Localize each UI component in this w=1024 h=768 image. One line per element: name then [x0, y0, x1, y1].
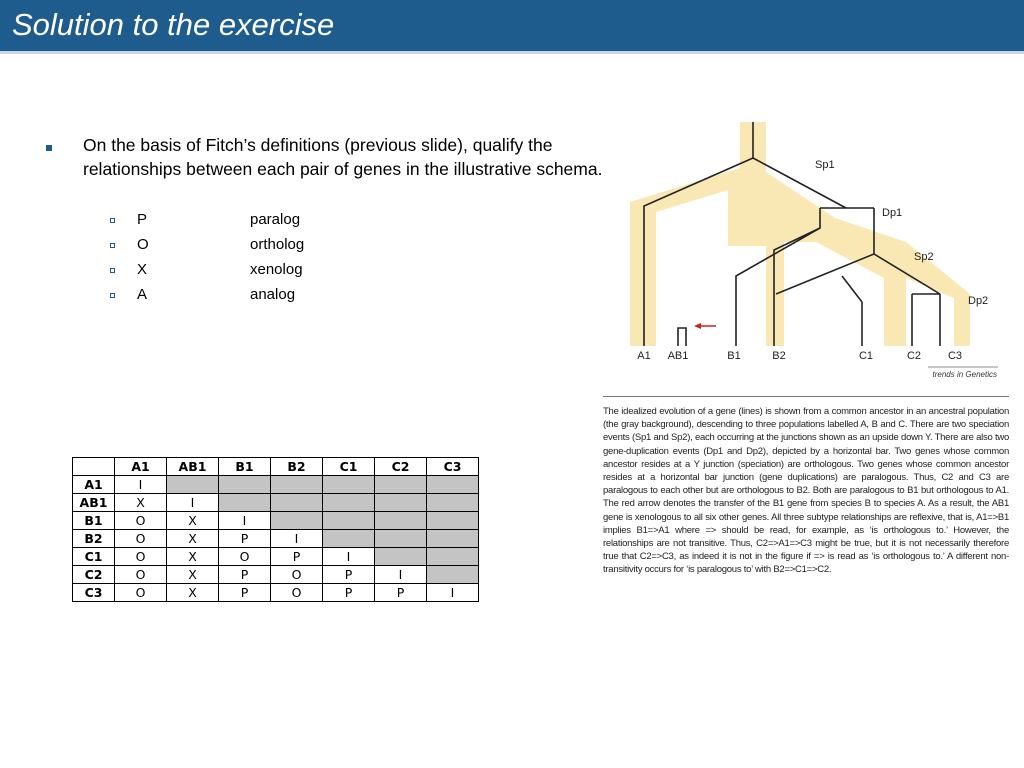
relation-cell: P [219, 584, 271, 602]
intro-text: On the basis of Fitch’s definitions (previous slide), qualify the relationships between each pair of genes in the illustrative schema. [83, 135, 603, 179]
relation-cell: P [375, 584, 427, 602]
label-sp1: Sp1 [815, 159, 835, 171]
relation-cell: I [115, 476, 167, 494]
empty-shaded-cell [323, 476, 375, 494]
relation-cell: O [115, 584, 167, 602]
empty-shaded-cell [427, 548, 479, 566]
hollow-square-bullet-icon [110, 293, 115, 298]
legend-term: analog [250, 286, 296, 303]
leaf-label-c2: C2 [906, 350, 922, 362]
table-row [73, 512, 479, 530]
table-row [73, 548, 479, 566]
row-header: AB1 [73, 494, 115, 512]
relation-cell: P [323, 566, 375, 584]
relationship-table [72, 457, 479, 602]
empty-shaded-cell [323, 530, 375, 548]
hollow-square-bullet-icon [110, 243, 115, 248]
figure-source: trends in Genetics [932, 370, 997, 379]
empty-shaded-cell [167, 476, 219, 494]
relation-cell: X [167, 548, 219, 566]
table-body [73, 476, 479, 602]
legend-letter: A [137, 286, 148, 303]
relation-cell: I [167, 494, 219, 512]
relation-cell: P [323, 584, 375, 602]
column-header: C3 [427, 458, 479, 476]
leaf-label-a1: A1 [637, 350, 651, 362]
empty-shaded-cell [427, 530, 479, 548]
relation-cell: O [271, 584, 323, 602]
leaf-label-b2: B2 [772, 350, 786, 362]
relation-cell: O [115, 512, 167, 530]
empty-shaded-cell [375, 530, 427, 548]
transfer-arrow [694, 323, 716, 329]
empty-shaded-cell [427, 476, 479, 494]
empty-shaded-cell [323, 512, 375, 530]
empty-shaded-cell [375, 512, 427, 530]
relation-cell: O [271, 566, 323, 584]
table-header-row [73, 458, 479, 476]
column-header: C2 [375, 458, 427, 476]
legend-term: ortholog [250, 236, 305, 253]
table-row [73, 530, 479, 548]
relation-cell: I [271, 530, 323, 548]
gene-evolution-diagram [600, 118, 1010, 382]
figure-caption: The idealized evolution of a gene (lines) is shown from a common ancestor in an ancestral population (the gray background), descending to three populations labelled A, B and C. There are two speciation events (Sp1 and Sp2), each occurring at the junctions shown as an upside down Y. There are also two gene-duplication events (Dp1 and Dp2), depicted by a horizontal bar. Two genes whose common ancestor resides at a Y junction (speciation) are orthologous. Two genes whose common ancestor resides at a horizontal bar junction (gene duplications) are paralogous. Thus, C2 and C3 are paralogous to each other but are orthologous to B2. Both are paralogous to B1 but orthologous to A1. The red arrow denotes the transfer of the B1 gene from species B to species A. As a result, the AB1 gene is xenologous to all six other genes. All three subtype relationships are reflexive, that is, A1=>B1 implies B1=>A1 where => should be read, for example, as ‘is orthologous to.’ However, the relationships are not transitive. Thus, C2=>A1=>C3 might be true, but it is not necessarily therefore true that C2=>C3, as indeed it is not in the figure if => is read as ‘is orthologous to.’ A different non-transitivity occurs for ‘is paralogous to’ with B2=>C1=>C2. [603, 406, 1009, 576]
empty-shaded-cell [375, 494, 427, 512]
relation-cell: O [219, 548, 271, 566]
population-band [630, 122, 970, 346]
row-header: C2 [73, 566, 115, 584]
empty-shaded-cell [219, 494, 271, 512]
column-header: B1 [219, 458, 271, 476]
column-header: A1 [115, 458, 167, 476]
label-dp1: Dp1 [882, 207, 903, 219]
column-header: AB1 [167, 458, 219, 476]
legend-letter: P [137, 211, 148, 228]
relation-cell: I [219, 512, 271, 530]
relation-cell: I [375, 566, 427, 584]
leaf-label-ab1: AB1 [667, 350, 689, 362]
relation-cell: I [323, 548, 375, 566]
hollow-square-bullet-icon [110, 218, 115, 223]
empty-shaded-cell [375, 476, 427, 494]
relation-cell: O [115, 530, 167, 548]
legend-term: xenolog [250, 261, 303, 278]
empty-shaded-cell [271, 476, 323, 494]
table-row [73, 476, 479, 494]
empty-shaded-cell [427, 566, 479, 584]
table-row [73, 494, 479, 512]
row-header: B1 [73, 512, 115, 530]
hollow-square-bullet-icon [110, 268, 115, 273]
empty-shaded-cell [427, 494, 479, 512]
legend-term: paralog [250, 211, 301, 228]
table-corner-cell [73, 458, 115, 476]
relation-cell: P [219, 566, 271, 584]
title-bar [0, 0, 1024, 51]
table-row [73, 584, 479, 602]
label-dp2: Dp2 [968, 295, 989, 307]
empty-shaded-cell [219, 476, 271, 494]
relation-cell: O [115, 566, 167, 584]
table-row [73, 566, 479, 584]
empty-shaded-cell [323, 494, 375, 512]
caption-divider [603, 396, 1009, 397]
empty-shaded-cell [375, 548, 427, 566]
leaf-label-c1: C1 [858, 350, 874, 362]
leaf-label-b1: B1 [727, 350, 741, 362]
column-header: C1 [323, 458, 375, 476]
relation-cell: P [219, 530, 271, 548]
empty-shaded-cell [271, 494, 323, 512]
row-header: B2 [73, 530, 115, 548]
label-sp2: Sp2 [914, 251, 934, 263]
title-divider [0, 51, 1024, 54]
relation-cell: X [167, 512, 219, 530]
relation-cell: P [271, 548, 323, 566]
relation-cell: X [167, 584, 219, 602]
legend-letter: O [137, 236, 149, 253]
row-header: C1 [73, 548, 115, 566]
row-header: A1 [73, 476, 115, 494]
legend-letter: X [137, 261, 148, 278]
empty-shaded-cell [427, 512, 479, 530]
slide-title: Solution to the exercise [12, 7, 335, 42]
column-header: B2 [271, 458, 323, 476]
relation-cell: X [115, 494, 167, 512]
leaf-label-c3: C3 [947, 350, 963, 362]
relation-cell: X [167, 566, 219, 584]
empty-shaded-cell [271, 512, 323, 530]
relation-cell: I [427, 584, 479, 602]
row-header: C3 [73, 584, 115, 602]
relation-cell: O [115, 548, 167, 566]
bullet-square-icon [46, 145, 52, 151]
relation-cell: X [167, 530, 219, 548]
